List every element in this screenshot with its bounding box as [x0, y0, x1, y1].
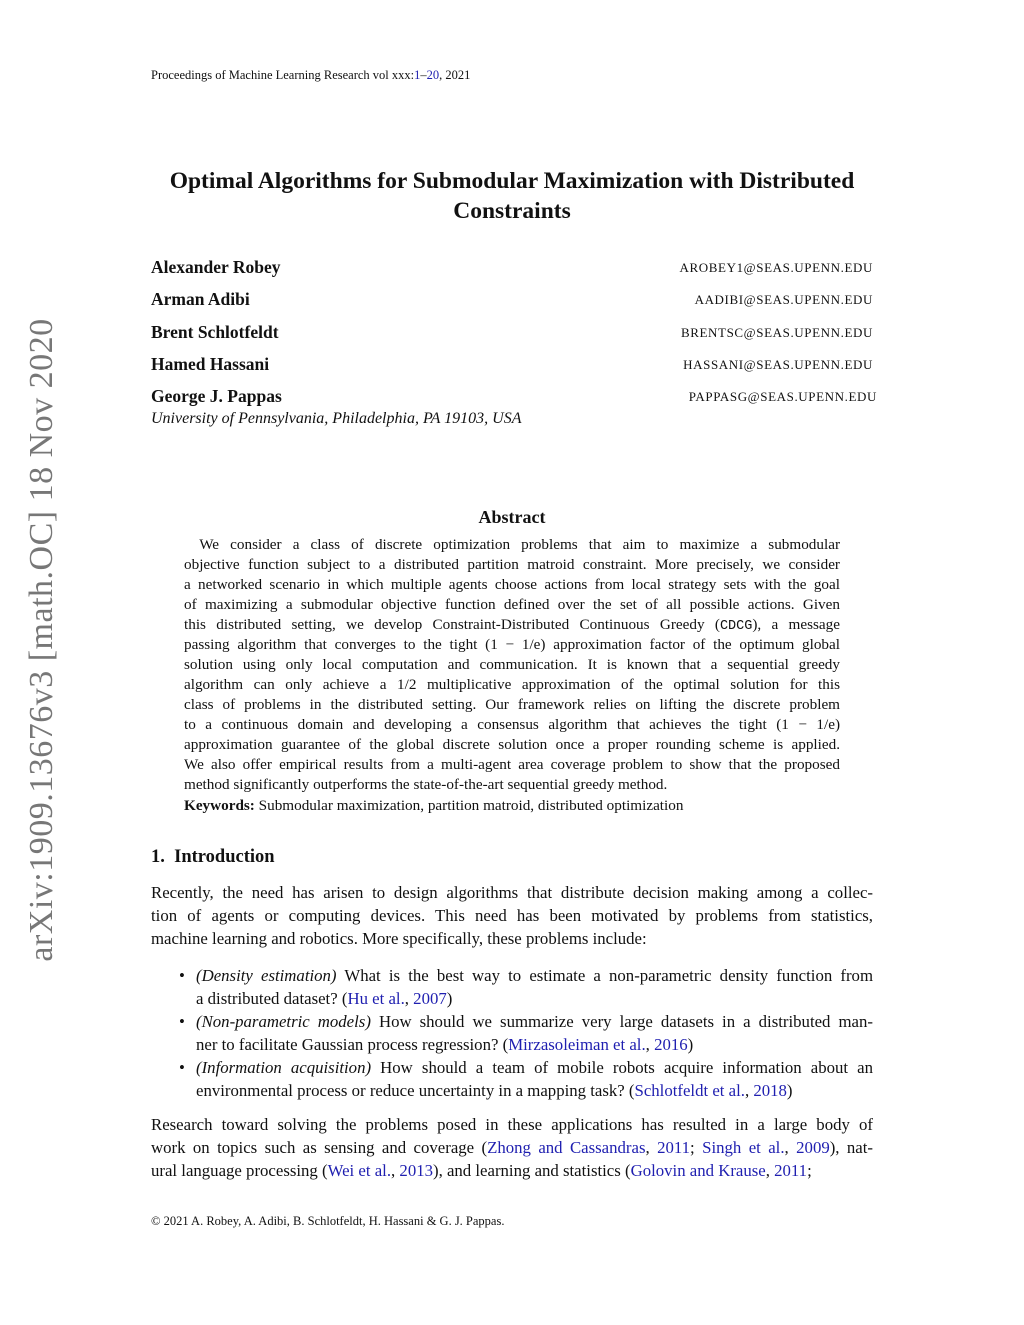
copyright-footer: © 2021 A. Robey, A. Adibi, B. Schlotfeldt, H. Hassani & G. J. Pappas. [151, 1214, 505, 1228]
author-name: Brent Schlotfeldt [151, 321, 279, 342]
header-year: , 2021 [439, 68, 471, 82]
citation-link[interactable]: 2016 [654, 1035, 688, 1054]
author-row [151, 322, 873, 344]
author-name: Arman Adibi [151, 289, 250, 310]
bullet-topic: (Density estimation) [196, 966, 337, 985]
author-email[interactable]: AROBEY1@SEAS.UPENN.EDU [679, 260, 873, 275]
text-line [184, 655, 840, 675]
text-span: algorithm can only achieve a 1/2 multiplicative approximation of the optimal solution for this [184, 676, 840, 693]
abstract-body [184, 535, 840, 817]
section-title: Introduction [174, 847, 275, 867]
text-span: ), a message [752, 616, 841, 633]
citation-link[interactable]: Golovin and Krause [630, 1161, 766, 1180]
text-line [196, 1033, 873, 1056]
citation-link[interactable]: 2011 [774, 1161, 808, 1180]
text-line [184, 555, 840, 575]
author-name: George J. Pappas [151, 386, 282, 407]
intro-paragraph [151, 881, 873, 950]
text-span: tion of agents or computing devices. This need has been motivated by problems from statistics, [151, 906, 873, 925]
author-row [151, 354, 873, 376]
text-line [196, 1010, 873, 1033]
header-dash: – [420, 68, 427, 82]
bullet-icon: • [179, 966, 185, 985]
intro-paragraph [151, 1113, 873, 1182]
bullet-item [151, 1010, 873, 1056]
text-span: ; [807, 1161, 812, 1180]
author-email[interactable]: PAPPASG@SEAS.UPENN.EDU [688, 389, 877, 405]
citation-link[interactable]: Mirzasoleiman et al. [508, 1035, 646, 1054]
text-line [184, 735, 840, 755]
keywords-label: Keywords: [184, 797, 255, 814]
text-line [151, 881, 873, 904]
text-span: work on topics such as sensing and coverage ( [151, 1138, 488, 1157]
text-span: Recently, the need has arisen to design algorithms that distribute decision making among a collec- [151, 883, 873, 902]
text-span: We consider a class of discrete optimization problems that aim to maximize a submodular [184, 536, 840, 553]
algorithm-name: CDCG [719, 619, 753, 634]
bullet-topic: (Non-parametric models) [196, 1012, 371, 1031]
text-span: , [645, 1035, 655, 1054]
text-span: , [404, 989, 414, 1008]
first-page-link[interactable]: 1 [414, 68, 421, 82]
bullet-list [151, 964, 873, 1102]
text-span: ), nat- [829, 1138, 874, 1157]
text-span: environmental process or reduce uncertainty in a mapping task? ( [196, 1081, 635, 1100]
text-line [151, 1136, 873, 1159]
author-row [151, 289, 873, 311]
text-span: , [765, 1161, 775, 1180]
running-header [151, 68, 470, 83]
bullet-topic: (Information acquisition) [196, 1058, 372, 1077]
paper-title [120, 166, 904, 226]
text-line [151, 927, 873, 950]
text-span: , [645, 1138, 658, 1157]
citation-link[interactable]: 2007 [413, 989, 447, 1008]
author-email[interactable]: BRENTSC@SEAS.UPENN.EDU [680, 324, 873, 340]
text-span: objective function subject to a distributed partition matroid constraint. More precisely, we consider [184, 556, 840, 573]
citation-link[interactable]: Singh et al. [702, 1138, 785, 1157]
text-span: approximation guarantee of the global discrete solution once a proper rounding scheme is applied. [184, 736, 840, 753]
text-line [184, 615, 840, 635]
arxiv-stamp: arXiv:1909.13676v3 [math.OC] 18 Nov 2020 [23, 318, 60, 962]
text-line [184, 715, 840, 735]
text-span: Research toward solving the problems posed in these applications has resulted in a large body of [151, 1115, 873, 1134]
text-span: to a continuous domain and developing a consensus algorithm that achieves the tight (1 − 1/e) [184, 716, 840, 733]
text-line [184, 535, 840, 555]
section-heading [151, 847, 275, 868]
text-line [184, 635, 840, 655]
text-line [184, 575, 840, 595]
text-span: machine learning and robotics. More specifically, these problems include: [151, 929, 647, 948]
keywords [184, 795, 840, 817]
text-span: How should a team of mobile robots acquire information about an [371, 1058, 874, 1077]
text-span: ural language processing ( [151, 1161, 328, 1180]
text-span: class of problems in the distributed setting. Our framework relies on lifting the discrete problem [184, 696, 840, 713]
text-span: a distributed dataset? ( [196, 989, 348, 1008]
author-row [151, 386, 877, 408]
citation-link[interactable]: 2013 [399, 1161, 433, 1180]
text-line [196, 1079, 873, 1102]
text-span: We also offer empirical results from a multi-agent area coverage problem to show that the proposed [184, 756, 840, 773]
citation-link[interactable]: Wei et al. [327, 1161, 392, 1180]
title-line: Constraints [453, 198, 571, 224]
author-name: Alexander Robey [151, 257, 281, 277]
citation-link[interactable]: 2009 [796, 1138, 830, 1157]
text-span: ) [786, 1081, 793, 1100]
author-email[interactable]: AADIBI@SEAS.UPENN.EDU [694, 292, 873, 308]
text-line [184, 755, 840, 775]
citation-link[interactable]: 2011 [657, 1138, 691, 1157]
bullet-item [151, 964, 873, 1010]
author-email[interactable]: HASSANI@SEAS.UPENN.EDU [683, 356, 873, 372]
text-span: ner to facilitate Gaussian process regression? ( [196, 1035, 509, 1054]
text-span: method significantly outperforms the state-of-the-art sequential greedy method. [184, 776, 668, 793]
text-span: , [784, 1138, 797, 1157]
citation-link[interactable]: Schlotfeldt et al. [634, 1081, 745, 1100]
bullet-icon: • [179, 1058, 185, 1077]
text-span: ) [687, 1035, 694, 1054]
text-span: ; [690, 1138, 703, 1157]
section-number: 1. [151, 847, 165, 867]
abstract-heading: Abstract [478, 507, 546, 527]
title-line: Optimal Algorithms for Submodular Maximization with Distributed [169, 168, 855, 194]
text-line [151, 1113, 873, 1136]
last-page-link[interactable]: 20 [426, 68, 440, 82]
citation-link[interactable]: Zhong and Cassandras [487, 1138, 646, 1157]
text-span: , [744, 1081, 754, 1100]
author-row [151, 257, 873, 279]
text-span: How should we summarize very large datasets in a distributed man- [370, 1012, 873, 1031]
text-span: , [391, 1161, 400, 1180]
text-line [196, 1056, 873, 1079]
text-span: What is the best way to estimate a non-parametric density function from [336, 966, 873, 985]
author-name: Hamed Hassani [151, 353, 270, 374]
text-line [184, 675, 840, 695]
keywords-text: Submodular maximization, partition matroid, distributed optimization [254, 797, 684, 814]
bullet-icon: • [179, 1012, 185, 1031]
text-span: ) [446, 989, 453, 1008]
bullet-item [151, 1056, 873, 1102]
text-span: solution using only local computation and communication. It is known that a sequential greedy [184, 656, 840, 673]
text-line [151, 904, 873, 927]
affiliation: University of Pennsylvania, Philadelphia, PA 19103, USA [151, 410, 522, 427]
text-span: of maximizing a submodular objective function defined over the set of all possible actions. Given [184, 596, 840, 613]
text-line [184, 775, 840, 795]
text-span: a networked scenario in which multiple agents choose actions from local strategy sets with the goal [184, 576, 840, 593]
text-span: ), and learning and statistics ( [432, 1161, 631, 1180]
text-line [184, 595, 840, 615]
text-span: passing algorithm that converges to the tight (1 − 1/e) approximation factor of the optimum global [184, 636, 840, 653]
text-line [196, 964, 873, 987]
header-text: Proceedings of Machine Learning Research vol xxx: [151, 68, 415, 82]
text-line [151, 1159, 873, 1182]
citation-link[interactable]: 2018 [753, 1081, 787, 1100]
text-line [184, 695, 840, 715]
text-span: this distributed setting, we develop Constraint-Distributed Continuous Greedy ( [184, 616, 720, 633]
citation-link[interactable]: Hu et al. [347, 989, 405, 1008]
text-line [196, 987, 873, 1010]
